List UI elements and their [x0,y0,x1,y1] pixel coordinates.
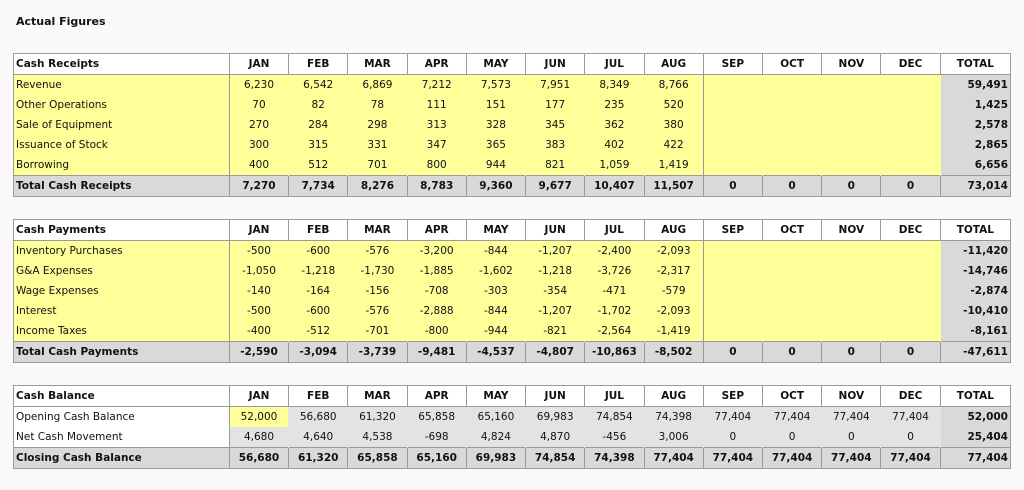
value-cell[interactable]: -2,317 [644,261,703,281]
month-header-cell[interactable]: DEC [881,220,940,241]
table-cash-balance [13,385,1011,469]
value-cell[interactable]: -701 [348,321,407,342]
table-cash-payments [13,219,1011,363]
value-cell[interactable]: 56,680 [289,407,348,428]
month-header-cell[interactable]: JUN [526,386,585,407]
table-row [14,407,1011,428]
row-label-cell[interactable]: Other Operations [14,95,230,115]
summary-value-cell[interactable]: 61,320 [289,448,348,469]
value-cell[interactable]: 111 [407,95,466,115]
value-cell[interactable] [762,115,821,135]
month-header-cell[interactable]: DEC [881,386,940,407]
value-cell[interactable] [822,241,881,262]
summary-value-cell[interactable]: 7,734 [289,176,348,197]
value-cell[interactable] [703,155,762,176]
table-row [14,115,1011,135]
value-cell[interactable] [822,115,881,135]
value-cell[interactable] [762,281,821,301]
value-cell[interactable]: 235 [585,95,644,115]
value-cell[interactable]: 328 [466,115,525,135]
row-label-cell[interactable]: Borrowing [14,155,230,176]
month-header-cell[interactable]: AUG [644,220,703,241]
value-cell[interactable]: 1,059 [585,155,644,176]
row-total-cell[interactable]: 1,425 [940,95,1010,115]
value-cell[interactable]: -1,207 [526,301,585,321]
value-cell[interactable]: -1,602 [466,261,525,281]
page-title: Actual Figures [16,15,106,28]
summary-value-cell[interactable]: 56,680 [229,448,288,469]
value-cell[interactable]: -1,218 [289,261,348,281]
summary-value-cell[interactable]: 10,407 [585,176,644,197]
value-cell[interactable]: 7,951 [526,75,585,96]
month-header-cell[interactable]: JAN [229,54,288,75]
value-cell[interactable]: 315 [289,135,348,155]
value-cell[interactable]: 7,212 [407,75,466,96]
value-cell[interactable] [762,95,821,115]
row-label-cell[interactable]: G&A Expenses [14,261,230,281]
value-cell[interactable] [703,95,762,115]
summary-value-cell[interactable]: 11,507 [644,176,703,197]
summary-value-cell[interactable]: 7,270 [229,176,288,197]
row-label-cell[interactable]: Net Cash Movement [14,427,230,448]
total-header-cell[interactable]: TOTAL [940,220,1010,241]
value-cell[interactable]: 270 [229,115,288,135]
value-cell[interactable]: 701 [348,155,407,176]
value-cell[interactable] [881,241,940,262]
value-cell[interactable]: -156 [348,281,407,301]
table-row [14,427,1011,448]
value-cell[interactable]: -512 [289,321,348,342]
summary-value-cell[interactable]: 69,983 [466,448,525,469]
row-label-cell[interactable]: Issuance of Stock [14,135,230,155]
value-cell[interactable]: 400 [229,155,288,176]
row-total-cell[interactable]: 59,491 [940,75,1010,96]
month-header-cell[interactable]: NOV [822,220,881,241]
row-total-cell[interactable]: 6,656 [940,155,1010,176]
value-cell[interactable]: 70 [229,95,288,115]
value-cell[interactable]: -600 [289,301,348,321]
month-header-cell[interactable]: APR [407,220,466,241]
value-cell[interactable]: -400 [229,321,288,342]
summary-label-cell[interactable]: Closing Cash Balance [14,448,230,469]
summary-value-cell[interactable]: 74,854 [526,448,585,469]
value-cell[interactable] [822,75,881,96]
summary-value-cell[interactable]: 77,404 [822,448,881,469]
value-cell[interactable]: -600 [289,241,348,262]
summary-value-cell[interactable]: 77,404 [881,448,940,469]
summary-value-cell[interactable]: 77,404 [762,448,821,469]
summary-value-cell[interactable]: -10,863 [585,342,644,363]
value-cell[interactable]: -471 [585,281,644,301]
value-cell[interactable]: -354 [526,281,585,301]
value-cell[interactable]: -2,888 [407,301,466,321]
summary-value-cell[interactable]: 9,360 [466,176,525,197]
value-cell[interactable]: 0 [703,427,762,448]
value-cell[interactable] [703,135,762,155]
summary-value-cell[interactable]: 0 [822,176,881,197]
summary-value-cell[interactable]: 0 [762,342,821,363]
value-cell[interactable] [703,241,762,262]
value-cell[interactable]: -1,218 [526,261,585,281]
value-cell[interactable]: 77,404 [881,407,940,428]
month-header-cell[interactable]: SEP [703,386,762,407]
row-total-cell[interactable]: 2,865 [940,135,1010,155]
value-cell[interactable] [762,321,821,342]
month-header-cell[interactable]: OCT [762,220,821,241]
month-header-cell[interactable]: FEB [289,54,348,75]
value-cell[interactable]: 4,824 [466,427,525,448]
row-total-cell[interactable]: -10,410 [940,301,1010,321]
value-cell[interactable]: 313 [407,115,466,135]
value-cell[interactable] [881,95,940,115]
value-cell[interactable]: -164 [289,281,348,301]
value-cell[interactable]: 4,640 [289,427,348,448]
value-cell[interactable] [822,261,881,281]
value-cell[interactable]: -708 [407,281,466,301]
summary-value-cell[interactable]: 8,276 [348,176,407,197]
month-header-cell[interactable]: SEP [703,220,762,241]
value-cell[interactable]: 69,983 [526,407,585,428]
value-cell[interactable]: -821 [526,321,585,342]
value-cell[interactable]: 6,869 [348,75,407,96]
value-cell[interactable]: 402 [585,135,644,155]
month-header-cell[interactable]: MAR [348,54,407,75]
value-cell[interactable]: 6,230 [229,75,288,96]
section-title-cell[interactable]: Cash Payments [14,220,230,241]
value-cell[interactable]: 177 [526,95,585,115]
summary-total-cell[interactable]: 77,404 [940,448,1010,469]
value-cell[interactable] [762,155,821,176]
value-cell[interactable]: 65,858 [407,407,466,428]
value-cell[interactable]: -303 [466,281,525,301]
summary-value-cell[interactable]: -9,481 [407,342,466,363]
table-row [14,281,1011,301]
section-title-cell[interactable]: Cash Receipts [14,54,230,75]
row-total-cell[interactable]: 2,578 [940,115,1010,135]
value-cell[interactable]: 380 [644,115,703,135]
row-total-cell[interactable]: -2,874 [940,281,1010,301]
section-title-cell[interactable]: Cash Balance [14,386,230,407]
value-cell[interactable] [822,135,881,155]
value-cell[interactable]: 347 [407,135,466,155]
value-cell[interactable]: 0 [762,427,821,448]
summary-value-cell[interactable]: 0 [881,176,940,197]
value-cell[interactable]: 61,320 [348,407,407,428]
month-header-cell[interactable]: MAR [348,386,407,407]
summary-label-cell[interactable]: Total Cash Payments [14,342,230,363]
value-cell[interactable]: -698 [407,427,466,448]
value-cell[interactable]: 8,766 [644,75,703,96]
summary-value-cell[interactable]: -4,537 [466,342,525,363]
row-label-cell[interactable]: Revenue [14,75,230,96]
value-cell[interactable] [881,301,940,321]
summary-label-cell[interactable]: Total Cash Receipts [14,176,230,197]
summary-value-cell[interactable]: 65,858 [348,448,407,469]
value-cell[interactable]: -2,564 [585,321,644,342]
row-total-cell[interactable]: -8,161 [940,321,1010,342]
value-cell[interactable] [762,301,821,321]
summary-value-cell[interactable]: -3,094 [289,342,348,363]
value-cell[interactable]: 944 [466,155,525,176]
value-cell[interactable]: -500 [229,301,288,321]
table-cash-receipts [13,53,1011,197]
month-header-cell[interactable]: SEP [703,54,762,75]
value-cell[interactable]: 74,398 [644,407,703,428]
summary-value-cell[interactable]: 65,160 [407,448,466,469]
table-row [14,95,1011,115]
value-cell[interactable]: 362 [585,115,644,135]
value-cell[interactable]: 77,404 [822,407,881,428]
summary-value-cell[interactable]: -4,807 [526,342,585,363]
row-total-cell[interactable]: 52,000 [940,407,1010,428]
month-header-cell[interactable]: JUN [526,220,585,241]
table-row [14,321,1011,342]
value-cell[interactable]: 4,538 [348,427,407,448]
table-row [14,135,1011,155]
value-cell[interactable]: 78 [348,95,407,115]
month-header-cell[interactable]: JAN [229,220,288,241]
value-cell[interactable] [881,321,940,342]
value-cell[interactable]: 284 [289,115,348,135]
value-cell[interactable] [822,321,881,342]
value-cell[interactable]: 6,542 [289,75,348,96]
value-cell[interactable]: 331 [348,135,407,155]
month-header-cell[interactable]: JUL [585,220,644,241]
value-cell[interactable]: -3,726 [585,261,644,281]
value-cell[interactable]: 520 [644,95,703,115]
value-cell[interactable]: 365 [466,135,525,155]
value-cell[interactable]: -3,200 [407,241,466,262]
value-cell[interactable] [881,155,940,176]
summary-value-cell[interactable]: -3,739 [348,342,407,363]
row-label-cell[interactable]: Wage Expenses [14,281,230,301]
month-header-cell[interactable]: MAY [466,386,525,407]
value-cell[interactable] [881,281,940,301]
table-row [14,261,1011,281]
summary-total-cell[interactable]: 73,014 [940,176,1010,197]
table-row [14,155,1011,176]
value-cell[interactable]: -844 [466,241,525,262]
value-cell[interactable] [762,75,821,96]
summary-value-cell[interactable]: 74,398 [585,448,644,469]
table-row [14,241,1011,262]
total-header-cell[interactable]: TOTAL [940,54,1010,75]
value-cell[interactable]: -844 [466,301,525,321]
row-label-cell[interactable]: Inventory Purchases [14,241,230,262]
summary-value-cell[interactable]: 0 [703,342,762,363]
month-header-cell[interactable]: MAR [348,220,407,241]
value-cell[interactable]: 4,680 [229,427,288,448]
value-cell[interactable]: -500 [229,241,288,262]
value-cell[interactable]: 7,573 [466,75,525,96]
value-cell[interactable]: 77,404 [762,407,821,428]
value-cell[interactable]: -576 [348,241,407,262]
value-cell[interactable]: -1,730 [348,261,407,281]
value-cell[interactable]: 0 [822,427,881,448]
summary-value-cell[interactable]: 0 [762,176,821,197]
summary-value-cell[interactable]: 77,404 [644,448,703,469]
total-header-cell[interactable]: TOTAL [940,386,1010,407]
month-header-cell[interactable]: APR [407,386,466,407]
table-row [14,75,1011,96]
value-cell[interactable]: 345 [526,115,585,135]
month-header-cell[interactable]: OCT [762,386,821,407]
value-cell[interactable]: 151 [466,95,525,115]
value-cell[interactable] [762,135,821,155]
summary-row [14,176,1011,197]
value-cell[interactable] [703,281,762,301]
row-label-cell[interactable]: Sale of Equipment [14,115,230,135]
month-header-cell[interactable]: AUG [644,54,703,75]
summary-value-cell[interactable]: 8,783 [407,176,466,197]
summary-value-cell[interactable]: 0 [822,342,881,363]
value-cell[interactable] [881,261,940,281]
value-cell[interactable] [762,241,821,262]
value-cell[interactable] [703,321,762,342]
value-cell[interactable]: 74,854 [585,407,644,428]
value-cell[interactable]: 800 [407,155,466,176]
value-cell[interactable]: 422 [644,135,703,155]
value-cell[interactable]: -1,050 [229,261,288,281]
value-cell[interactable] [703,261,762,281]
value-cell[interactable]: 77,404 [703,407,762,428]
value-cell[interactable]: 65,160 [466,407,525,428]
value-cell[interactable] [881,75,940,96]
summary-value-cell[interactable]: 77,404 [703,448,762,469]
value-cell[interactable]: -579 [644,281,703,301]
month-header-cell[interactable]: FEB [289,386,348,407]
value-cell[interactable]: 1,419 [644,155,703,176]
value-cell[interactable]: 383 [526,135,585,155]
value-cell[interactable] [822,281,881,301]
value-cell[interactable]: -1,207 [526,241,585,262]
summary-value-cell[interactable]: 0 [703,176,762,197]
header-row [14,386,1011,407]
month-header-cell[interactable]: APR [407,54,466,75]
value-cell[interactable]: 4,870 [526,427,585,448]
row-total-cell[interactable]: -11,420 [940,241,1010,262]
value-cell[interactable]: -2,400 [585,241,644,262]
value-cell[interactable]: 82 [289,95,348,115]
value-cell[interactable]: 3,006 [644,427,703,448]
summary-row [14,448,1011,469]
table-row [14,301,1011,321]
month-header-cell[interactable]: MAY [466,220,525,241]
month-header-cell[interactable]: AUG [644,386,703,407]
value-cell[interactable]: -800 [407,321,466,342]
value-cell[interactable]: 298 [348,115,407,135]
month-header-cell[interactable]: JUN [526,54,585,75]
month-header-cell[interactable]: JUL [585,386,644,407]
header-row [14,220,1011,241]
month-header-cell[interactable]: FEB [289,220,348,241]
value-cell[interactable] [881,135,940,155]
summary-row [14,342,1011,363]
month-header-cell[interactable]: OCT [762,54,821,75]
value-cell[interactable] [703,301,762,321]
row-total-cell[interactable]: -14,746 [940,261,1010,281]
month-header-cell[interactable]: DEC [881,54,940,75]
value-cell[interactable]: 52,000 [229,407,288,428]
value-cell[interactable] [703,75,762,96]
month-header-cell[interactable]: JAN [229,386,288,407]
value-cell[interactable]: -140 [229,281,288,301]
value-cell[interactable] [762,261,821,281]
month-header-cell[interactable]: MAY [466,54,525,75]
value-cell[interactable]: -1,702 [585,301,644,321]
summary-value-cell[interactable]: 0 [881,342,940,363]
summary-value-cell[interactable]: -8,502 [644,342,703,363]
value-cell[interactable]: 300 [229,135,288,155]
value-cell[interactable] [703,115,762,135]
row-total-cell[interactable]: 25,404 [940,427,1010,448]
summary-total-cell[interactable]: -47,611 [940,342,1010,363]
value-cell[interactable]: 8,349 [585,75,644,96]
month-header-cell[interactable]: NOV [822,386,881,407]
value-cell[interactable] [881,115,940,135]
month-header-cell[interactable]: NOV [822,54,881,75]
value-cell[interactable] [822,155,881,176]
summary-value-cell[interactable]: -2,590 [229,342,288,363]
value-cell[interactable]: 821 [526,155,585,176]
value-cell[interactable]: -2,093 [644,241,703,262]
row-label-cell[interactable]: Income Taxes [14,321,230,342]
header-row [14,54,1011,75]
summary-value-cell[interactable]: 9,677 [526,176,585,197]
row-label-cell[interactable]: Interest [14,301,230,321]
value-cell[interactable]: -1,885 [407,261,466,281]
month-header-cell[interactable]: JUL [585,54,644,75]
value-cell[interactable]: -576 [348,301,407,321]
value-cell[interactable]: -456 [585,427,644,448]
value-cell[interactable]: -2,093 [644,301,703,321]
value-cell[interactable] [822,301,881,321]
value-cell[interactable]: 0 [881,427,940,448]
value-cell[interactable]: 512 [289,155,348,176]
value-cell[interactable]: -1,419 [644,321,703,342]
row-label-cell[interactable]: Opening Cash Balance [14,407,230,428]
value-cell[interactable]: -944 [466,321,525,342]
value-cell[interactable] [822,95,881,115]
